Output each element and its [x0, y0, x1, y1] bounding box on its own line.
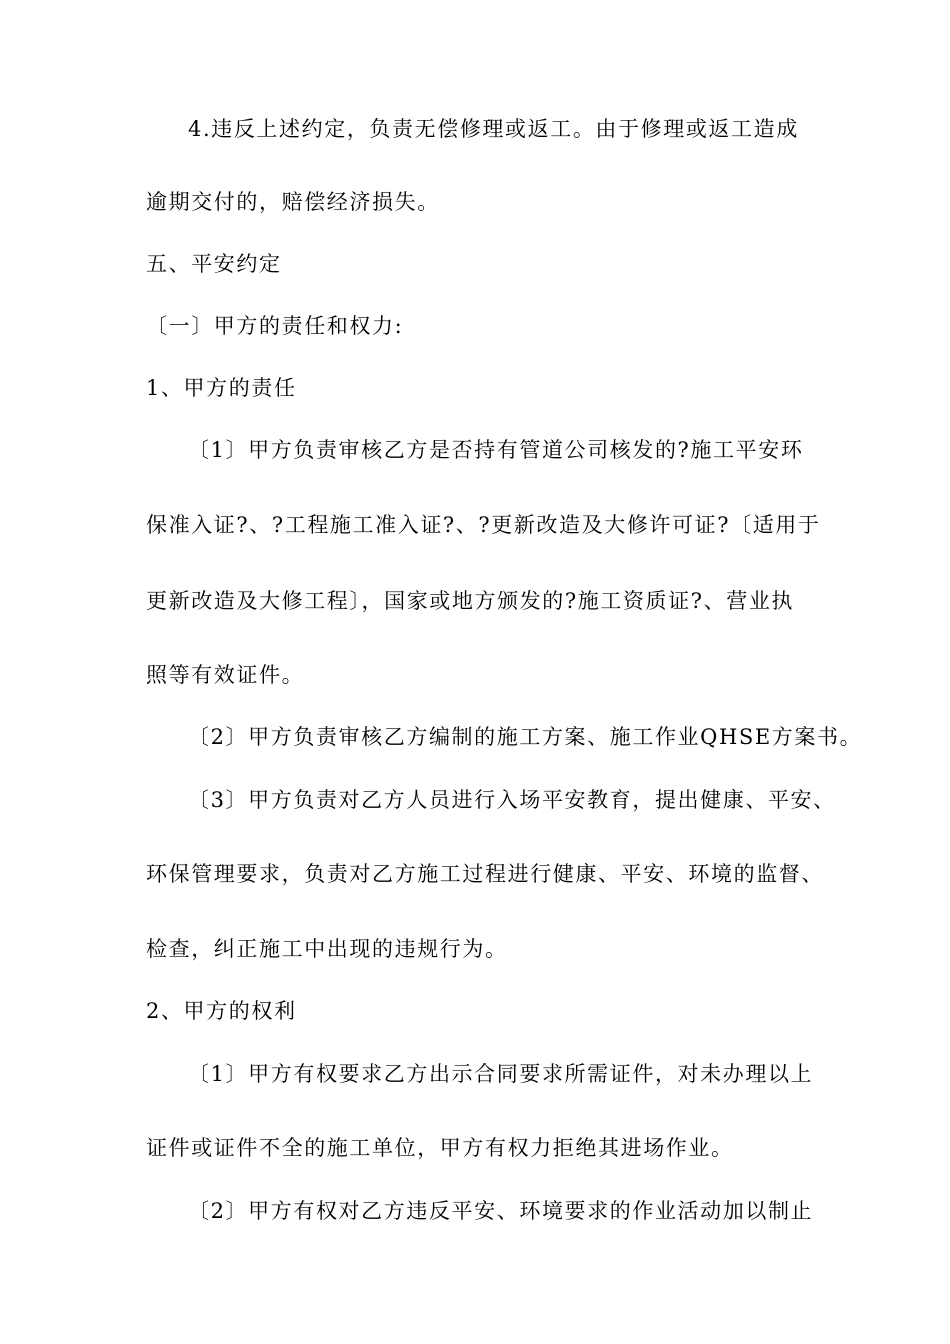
paragraph-line: 4.违反上述约定，负责无偿修理或返工。由于修理或返工造成 [188, 117, 799, 141]
paragraph-line: 〔1〕甲方有权要求乙方出示合同要求所需证件，对未办理以上 [188, 1062, 814, 1086]
paragraph-line: 照等有效证件。 [146, 663, 305, 687]
paragraph-line: 更新改造及大修工程〕，国家或地方颁发的?施工资质证?、营业执 [146, 589, 795, 613]
item-heading: 2、甲方的权利 [146, 999, 297, 1023]
paragraph-line: 〔1〕甲方负责审核乙方是否持有管道公司核发的?施工平安环 [188, 438, 804, 462]
paragraph-line: 证件或证件不全的施工单位，甲方有权力拒绝其进场作业。 [146, 1136, 734, 1160]
paragraph-line: 逾期交付的，赔偿经济损失。 [146, 190, 440, 214]
section-heading: 五、平安约定 [146, 252, 282, 276]
paragraph-line: 检查，纠正施工中出现的违规行为。 [146, 937, 508, 961]
paragraph-line: 保准入证?、?工程施工准入证?、?更新改造及大修许可证?〔适用于 [146, 513, 821, 537]
item-heading: 1、甲方的责任 [146, 376, 297, 400]
paragraph-line: 〔3〕甲方负责对乙方人员进行入场平安教育，提出健康、平安、 [188, 788, 836, 812]
paragraph-line: 〔2〕甲方有权对乙方违反平安、环境要求的作业活动加以制止 [188, 1199, 814, 1223]
paragraph-line: 〔2〕甲方负责审核乙方编制的施工方案、施工作业QHSE方案书。 [188, 725, 863, 749]
paragraph-line: 环保管理要求，负责对乙方施工过程进行健康、平安、环境的监督、 [146, 862, 824, 886]
subsection-heading: 〔一〕甲方的责任和权力: [146, 314, 404, 338]
